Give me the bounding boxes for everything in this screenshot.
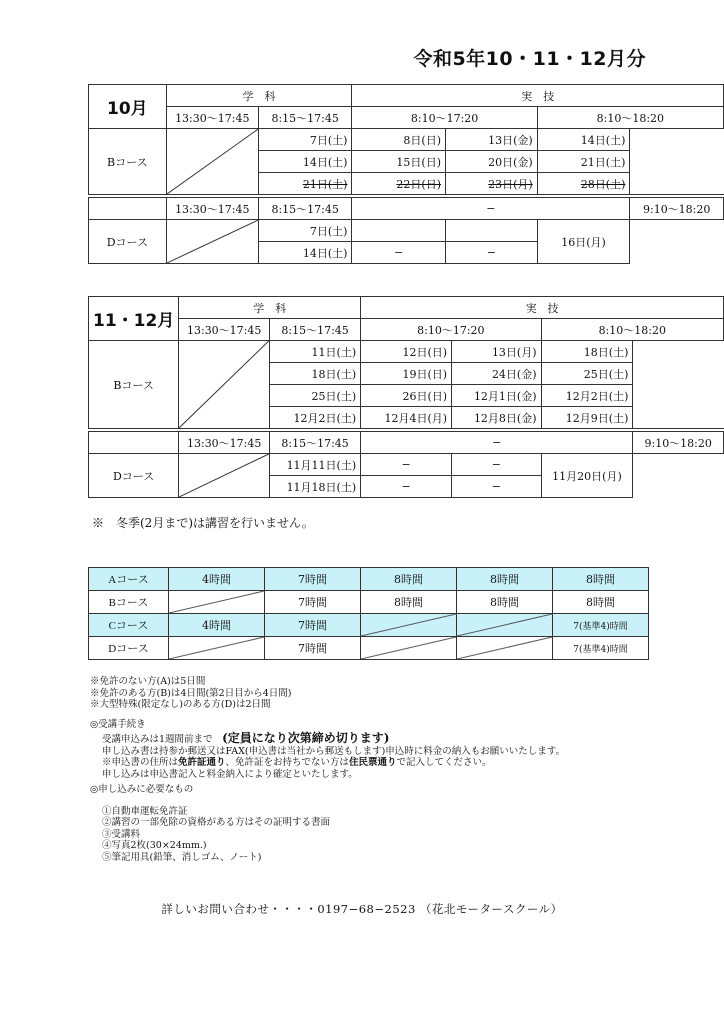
date-cell: 11月18日(土) (270, 476, 361, 498)
course-label: Dコース (89, 637, 169, 660)
winter-note: ※ 冬季(2月まで)は講習を行いません。 (92, 516, 314, 530)
date-cell (446, 220, 538, 242)
date-cell: 13日(金) (446, 129, 538, 151)
date-cell: 14日(土) (258, 151, 352, 173)
time-cell: 8:15〜17:45 (258, 198, 352, 220)
requirements-heading: ◎申し込みに必要なもの (90, 784, 194, 795)
time-cell: 9:10〜18:20 (630, 198, 724, 220)
date-cell: 18日(土) (270, 363, 361, 385)
date-cell: 12月4日(月) (361, 407, 452, 429)
deadline-note: (定員になり次第締め切ります) (222, 731, 390, 745)
date-cell: 11月11日(土) (270, 454, 361, 476)
time-cell: − (361, 432, 633, 454)
course-hours-table (88, 567, 649, 660)
hours-cell: 7時間 (265, 591, 361, 614)
requirement-item: ②講習の一部免除の資格がある方はその証明する書面 (102, 817, 331, 828)
page-title: 令和5年10・11・12月分 (413, 48, 646, 70)
hours-cell: 8時間 (361, 568, 457, 591)
procedure-line: 申し込みは申込書記入と料金納入により確定といたします。 (102, 768, 358, 780)
empty-slash-cell (361, 614, 457, 637)
time-cell: 13:30〜17:45 (166, 198, 258, 220)
time-cell: 8:15〜17:45 (270, 432, 361, 454)
procedure-line: 受講申込みは1週間前まで (定員になり次第締め切ります) (102, 731, 390, 745)
empty-slash-cell (166, 129, 258, 195)
date-cell: 11月20日(月) (541, 454, 633, 498)
time-cell: 8:15〜17:45 (258, 107, 352, 129)
empty-slash-cell (179, 454, 270, 498)
hours-cell: 7時間 (265, 568, 361, 591)
empty-slash-cell (457, 614, 553, 637)
time-cell: 9:10〜18:20 (633, 432, 724, 454)
time-cell: 8:10〜17:20 (361, 319, 541, 341)
time-cell: 8:10〜18:20 (537, 107, 723, 129)
requirement-item: ①自動車運転免許証 (102, 805, 188, 817)
jitsugi-header: 実 技 (352, 85, 724, 107)
date-cell: 18日(土) (541, 341, 633, 363)
date-cell: 12日(日) (361, 341, 452, 363)
date-cell: − (352, 242, 446, 264)
date-cell: 13日(月) (452, 341, 541, 363)
empty-slash-cell (169, 637, 265, 660)
jitsugi-header: 実 技 (361, 297, 724, 319)
time-cell: 8:10〜18:20 (541, 319, 723, 341)
requirement-item: ③受講料 (102, 828, 141, 840)
date-cell: 7日(土) (258, 129, 352, 151)
month-label: 10月 (89, 85, 167, 129)
hours-cell: 8時間 (553, 591, 649, 614)
hours-cell: 7時間 (265, 614, 361, 637)
date-cell: 12月1日(金) (452, 385, 541, 407)
date-cell: 8日(日) (352, 129, 446, 151)
date-cell: 12月2日(土) (541, 385, 633, 407)
hours-cell: 4時間 (169, 568, 265, 591)
date-cell: 15日(日) (352, 151, 446, 173)
cancelled-date-cell: 21日(土) (258, 173, 352, 195)
hours-cell: 4時間 (169, 614, 265, 637)
date-cell: 19日(日) (361, 363, 452, 385)
contact-info: 詳しいお問い合わせ・・・・0197−68−2523 （花北モータースクール） (161, 902, 563, 916)
nov-dec-schedule-table (88, 296, 724, 498)
date-cell: − (452, 476, 541, 498)
date-cell: 14日(土) (537, 129, 630, 151)
gakka-header: 学 科 (166, 85, 352, 107)
course-label: Bコース (89, 129, 167, 195)
date-cell: 20日(金) (446, 151, 538, 173)
procedure-line: 申し込み書は持参か郵送又はFAX(申込書は当社から郵送もします)申込時に料金の納入もお願いいたします。 (102, 745, 566, 757)
blank-cell (89, 432, 179, 454)
course-label: Dコース (89, 454, 179, 498)
empty-slash-cell (179, 341, 270, 429)
empty-slash-cell (166, 220, 258, 264)
course-label: Bコース (89, 341, 179, 429)
cancelled-date-cell: 28日(土) (537, 173, 630, 195)
date-cell: − (452, 454, 541, 476)
hours-cell: 7(基準4)時間 (553, 614, 649, 637)
date-cell: 21日(土) (537, 151, 630, 173)
time-cell: 13:30〜17:45 (179, 319, 270, 341)
requirement-item: ④写真2枚(30×24mm.) (102, 840, 207, 851)
month-label: 11・12月 (89, 297, 179, 341)
hours-cell: 7時間 (265, 637, 361, 660)
note-line: ※大型特殊(限定なし)のある方(D)は2日間 (90, 699, 271, 710)
time-cell: 8:15〜17:45 (270, 319, 361, 341)
date-cell: 7日(土) (258, 220, 352, 242)
hours-cell: 8時間 (361, 591, 457, 614)
gakka-header: 学 科 (179, 297, 361, 319)
date-cell: 16日(月) (537, 220, 630, 264)
empty-slash-cell (457, 637, 553, 660)
notes-section (90, 676, 565, 863)
date-cell: 26日(日) (361, 385, 452, 407)
cancelled-date-cell: 22日(日) (352, 173, 446, 195)
time-cell: 13:30〜17:45 (179, 432, 270, 454)
procedure-heading: ◎受講手続き (90, 718, 146, 730)
october-schedule-table (88, 84, 724, 264)
date-cell: − (361, 476, 452, 498)
date-cell: 12月2日(土) (270, 407, 361, 429)
cancelled-date-cell: 23日(月) (446, 173, 538, 195)
time-cell: 13:30〜17:45 (166, 107, 258, 129)
procedure-line: ※申込書の住所は免許証通り、免許証をお持ちでない方は住民票通りで記入してください。 (102, 757, 492, 768)
course-label: Dコース (89, 220, 167, 264)
hours-cell: 8時間 (457, 568, 553, 591)
date-cell: 24日(金) (452, 363, 541, 385)
course-label: Aコース (89, 568, 169, 591)
course-label: Cコース (89, 614, 169, 637)
empty-slash-cell (361, 637, 457, 660)
requirement-item: ⑤筆記用具(鉛筆、消しゴム、ノート) (102, 851, 262, 863)
date-cell: 11日(土) (270, 341, 361, 363)
empty-slash-cell (169, 591, 265, 614)
hours-cell: 8時間 (457, 591, 553, 614)
hours-cell: 7(基準4)時間 (553, 637, 649, 660)
date-cell: 14日(土) (258, 242, 352, 264)
date-cell: 12月8日(金) (452, 407, 541, 429)
date-cell: − (361, 454, 452, 476)
hours-cell: 8時間 (553, 568, 649, 591)
note-line: ※免許のある方(B)は4日間(第2日目から4日間) (90, 687, 292, 699)
date-cell: 25日(土) (541, 363, 633, 385)
time-cell: 8:10〜17:20 (352, 107, 537, 129)
date-cell: − (446, 242, 538, 264)
note-line: ※免許のない方(A)は5日間 (90, 676, 206, 687)
time-cell: − (352, 198, 630, 220)
blank-cell (89, 198, 167, 220)
course-label: Bコース (89, 591, 169, 614)
date-cell: 25日(土) (270, 385, 361, 407)
date-cell (352, 220, 446, 242)
date-cell: 12月9日(土) (541, 407, 633, 429)
